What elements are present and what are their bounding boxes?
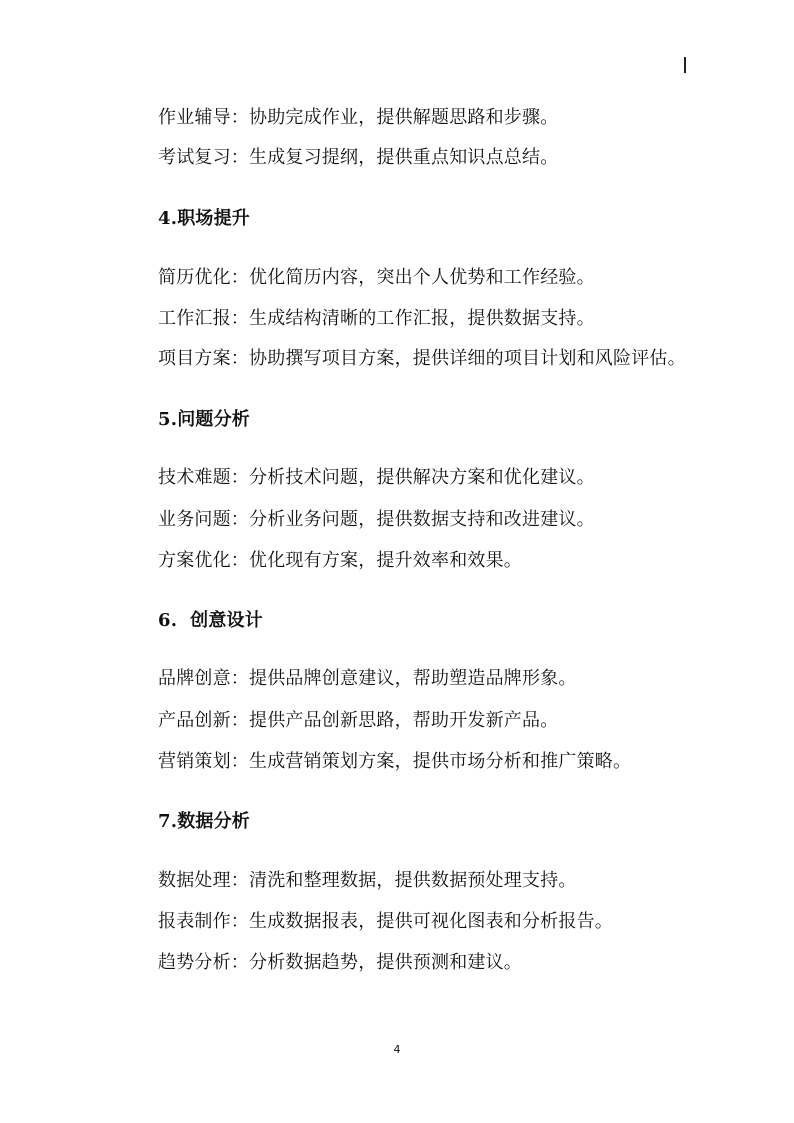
section-heading-data-analysis: 7.数据分析: [158, 811, 250, 832]
item-brand-creativity: 品牌创意：提供品牌创意建议，帮助塑造品牌形象。: [158, 668, 577, 689]
section-heading-career: 4.职场提升: [158, 208, 250, 229]
item-product-innovation: 产品创新：提供产品创新思路，帮助开发新产品。: [158, 710, 559, 731]
item-solution-optimization: 方案优化：优化现有方案，提升效率和效果。: [158, 550, 522, 571]
item-business-problems: 业务问题：分析业务问题，提供数据支持和改进建议。: [158, 509, 595, 530]
item-resume-optimization: 简历优化：优化简历内容，突出个人优势和工作经验。: [158, 267, 595, 288]
text-cursor: [684, 57, 686, 73]
item-homework-help: 作业辅导：协助完成作业，提供解题思路和步骤。: [158, 107, 559, 128]
item-work-report: 工作汇报：生成结构清晰的工作汇报，提供数据支持。: [158, 308, 595, 329]
item-trend-analysis: 趋势分析：分析数据趋势，提供预测和建议。: [158, 952, 522, 973]
item-project-proposal: 项目方案：协助撰写项目方案，提供详细的项目计划和风险评估。: [158, 348, 686, 369]
page-number: 4: [393, 1043, 401, 1056]
item-report-generation: 报表制作：生成数据报表，提供可视化图表和分析报告。: [158, 911, 613, 932]
item-data-processing: 数据处理：清洗和整理数据，提供数据预处理支持。: [158, 870, 577, 891]
section-heading-creative-design: 6. 创意设计: [158, 610, 263, 631]
section-heading-problem-analysis: 5.问题分析: [158, 409, 250, 430]
item-exam-review: 考试复习：生成复习提纲，提供重点知识点总结。: [158, 147, 559, 168]
item-marketing-planning: 营销策划：生成营销策划方案，提供市场分析和推广策略。: [158, 751, 632, 772]
item-technical-problems: 技术难题：分析技术问题，提供解决方案和优化建议。: [158, 467, 595, 488]
